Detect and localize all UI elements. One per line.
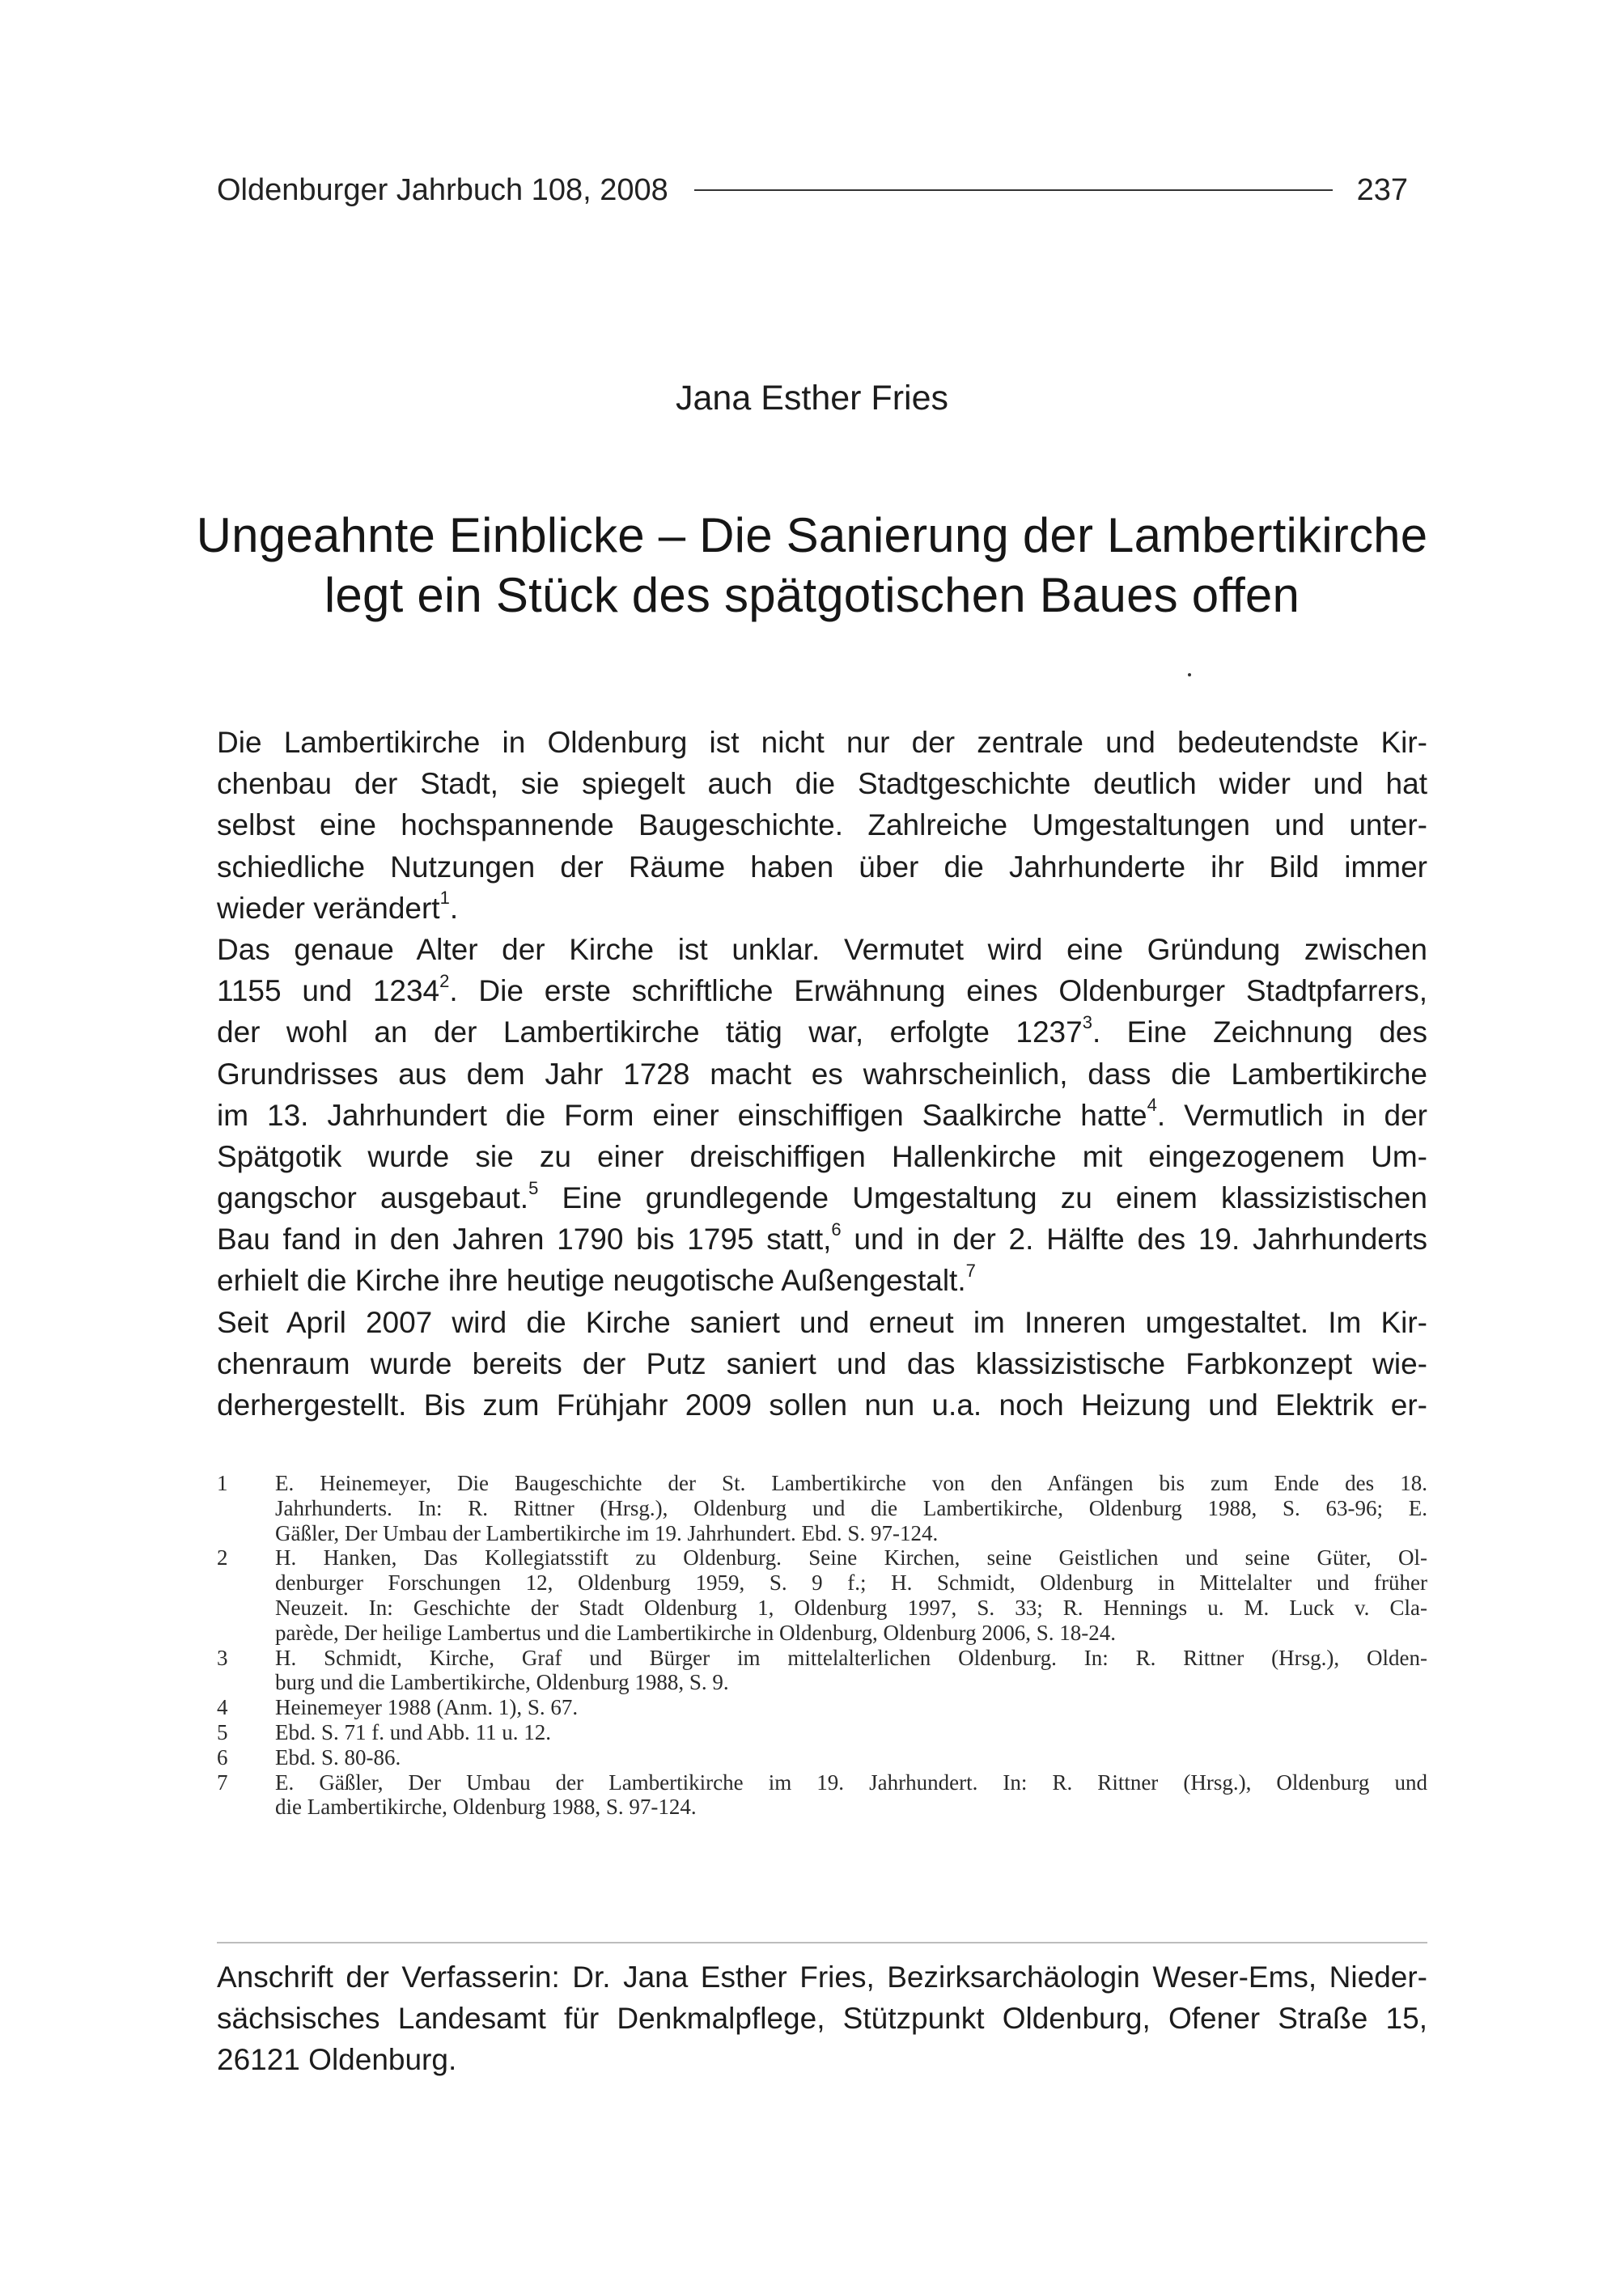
body-text-fragment: . Eine Zeichnung des: [1092, 1015, 1427, 1049]
footnote-line: burg und die Lambertikirche, Oldenburg 1988, S. 9.: [275, 1670, 729, 1695]
body-line: Spätgotik wurde sie zu einer dreischiffigen Hallenkirche mit eingezogenem Um-: [217, 1139, 1427, 1173]
address-separator: [217, 1942, 1427, 1943]
footnote-number: 7: [217, 1770, 228, 1795]
page-number: 237: [1356, 172, 1408, 207]
running-header: [217, 166, 1408, 214]
body-line: schiedliche Nutzungen der Räume haben über die Jahrhunderte ihr Bild immer: [217, 850, 1427, 884]
footnote: [217, 1545, 1427, 1645]
journal-title: Oldenburger Jahrbuch 108, 2008: [217, 172, 668, 207]
footnote: [217, 1770, 1427, 1820]
footnote-line: denburger Forschungen 12, Oldenburg 1959, S. 9 f.; H. Schmidt, Oldenburg in Mittelalter und früher: [275, 1570, 1427, 1596]
footnote-ref[interactable]: 5: [528, 1177, 539, 1198]
footnote-line: Heinemeyer 1988 (Anm. 1), S. 67.: [275, 1695, 579, 1720]
body-line: selbst eine hochspannende Baugeschichte. Zahlreiche Umgestaltungen und unter-: [217, 808, 1427, 842]
body-text-fragment: im 13. Jahrhundert die Form einer einschiffigen Saalkirche hatte: [217, 1098, 1147, 1132]
footnote-number: 3: [217, 1645, 228, 1670]
body-line: [217, 888, 1427, 929]
footnote-line: Ebd. S. 71 f. und Abb. 11 u. 12.: [275, 1719, 552, 1744]
footnote-line: Jahrhunderts. In: R. Rittner (Hrsg.), Oldenburg und die Lambertikirche, Oldenburg 1988, S. 63-96; E.: [275, 1495, 1427, 1520]
article-author: Jana Esther Fries: [676, 379, 948, 417]
body-text-fragment: . Vermutlich in der: [1156, 1098, 1427, 1132]
footnote: [217, 1745, 1427, 1770]
author-address: [217, 1956, 1427, 2080]
footnotes: [217, 1471, 1427, 1820]
footnote-line: H. Hanken, Das Kollegiatsstift zu Oldenburg. Seine Kirchen, seine Geistlichen und seine Güter, Ol-: [275, 1545, 1427, 1570]
body-text-fragment: gangschor ausgebaut.: [217, 1181, 529, 1215]
address-line: sächsisches Landesamt für Denkmalpflege, Stützpunkt Oldenburg, Ofener Straße 15,: [217, 2002, 1427, 2035]
footnote-number: 4: [217, 1695, 228, 1720]
footnote-line: Ebd. S. 80-86.: [275, 1744, 401, 1770]
address-line: Anschrift der Verfasserin: Dr. Jana Esther Fries, Bezirksarchäologin Weser-Ems, Nieder-: [217, 1960, 1427, 1994]
footnote-ref[interactable]: 6: [831, 1219, 842, 1240]
footnote-number: 1: [217, 1471, 228, 1495]
body-line: chenbau der Stadt, sie spiegelt auch die Stadtgeschichte deutlich wider und hat: [217, 767, 1427, 801]
footnote: [217, 1471, 1427, 1545]
footnote-ref[interactable]: 7: [965, 1261, 976, 1282]
body-line: Seit April 2007 wird die Kirche saniert und erneut im Inneren umgestaltet. Im Kir-: [217, 1305, 1427, 1339]
footnote-ref[interactable]: 1: [439, 888, 450, 909]
body-text-fragment: Eine grundlegende Umgestaltung zu einem klassizistischen: [538, 1181, 1427, 1215]
body-text-fragment: der wohl an der Lambertikirche tätig war, erfolgte 1237: [217, 1015, 1083, 1049]
footnote-line: die Lambertikirche, Oldenburg 1988, S. 97-124.: [275, 1795, 697, 1820]
footnote-number: 6: [217, 1744, 228, 1770]
footnote-line: Neuzeit. In: Geschichte der Stadt Oldenburg 1, Oldenburg 1997, S. 33; R. Hennings u. M. Luck v. Cla-: [275, 1595, 1427, 1620]
body-text-fragment: wieder verändert: [217, 891, 440, 925]
body-line: Grundrisses aus dem Jahr 1728 macht es wahrscheinlich, dass die Lambertikirche: [217, 1057, 1427, 1091]
body-line: [217, 1177, 1427, 1219]
body-text-fragment: .: [449, 891, 459, 925]
body-text-fragment: 1155 und 1234: [217, 974, 440, 1008]
title-line-2: legt ein Stück des spätgotischen Baues offen: [324, 568, 1300, 622]
body-line: [217, 970, 1427, 1011]
footnote: [217, 1720, 1427, 1745]
footnote-number: 5: [217, 1719, 228, 1744]
footnote: [217, 1646, 1427, 1696]
body-line: chenraum wurde bereits der Putz saniert und das klassizistische Farbkonzept wie-: [217, 1346, 1427, 1380]
body-text-fragment: und in der 2. Hälfte des 19. Jahrhunderts: [841, 1223, 1427, 1257]
body-line: [217, 1011, 1427, 1053]
footnote-ref[interactable]: 4: [1147, 1095, 1157, 1116]
footnote-line: E. Heinemeyer, Die Baugeschichte der St. Lambertikirche von den Anfängen bis zum Ende des 18.: [275, 1471, 1427, 1495]
title-line-1: Ungeahnte Einblicke – Die Sanierung der Lambertikirche: [196, 508, 1428, 562]
body-text-fragment: . Die erste schriftliche Erwähnung eines Oldenburger Stadtpfarrers,: [449, 974, 1428, 1008]
header-rule: [694, 189, 1333, 191]
body-line: [217, 1095, 1427, 1136]
article-body: [217, 722, 1427, 1426]
footnote-line: H. Schmidt, Kirche, Graf und Bürger im mittelalterlichen Oldenburg. In: R. Rittner (Hrsg.), Olden-: [275, 1645, 1427, 1670]
address-line: 26121 Oldenburg.: [217, 2043, 457, 2076]
body-line: Die Lambertikirche in Oldenburg ist nicht nur der zentrale und bedeutendste Kir-: [217, 726, 1427, 759]
body-text-fragment: Bau fand in den Jahren 1790 bis 1795 statt,: [217, 1223, 832, 1257]
footnote-line: E. Gäßler, Der Umbau der Lambertikirche im 19. Jahrhundert. In: R. Rittner (Hrsg.), Oldenburg und: [275, 1770, 1427, 1795]
body-text-fragment: erhielt die Kirche ihre heutige neugotische Außengestalt.: [217, 1264, 966, 1298]
body-line: [217, 1260, 1427, 1301]
footnote-line: Gäßler, Der Umbau der Lambertikirche im 19. Jahrhundert. Ebd. S. 97-124.: [275, 1520, 939, 1545]
body-line: Das genaue Alter der Kirche ist unklar. Vermutet wird eine Gründung zwischen: [217, 932, 1427, 966]
footnote-ref[interactable]: 2: [439, 970, 450, 991]
footnote-number: 2: [217, 1545, 228, 1570]
footnote: [217, 1695, 1427, 1720]
article-title: [0, 506, 1624, 625]
footnote-ref[interactable]: 3: [1082, 1011, 1092, 1032]
body-line: derhergestellt. Bis zum Frühjahr 2009 sollen nun u.a. noch Heizung und Elektrik er-: [217, 1388, 1427, 1422]
scan-speck: [1188, 673, 1191, 676]
body-line: [217, 1219, 1427, 1260]
footnote-line: parède, Der heilige Lambertus und die Lambertikirche in Oldenburg, Oldenburg 2006, S. 18-24.: [275, 1620, 1116, 1645]
